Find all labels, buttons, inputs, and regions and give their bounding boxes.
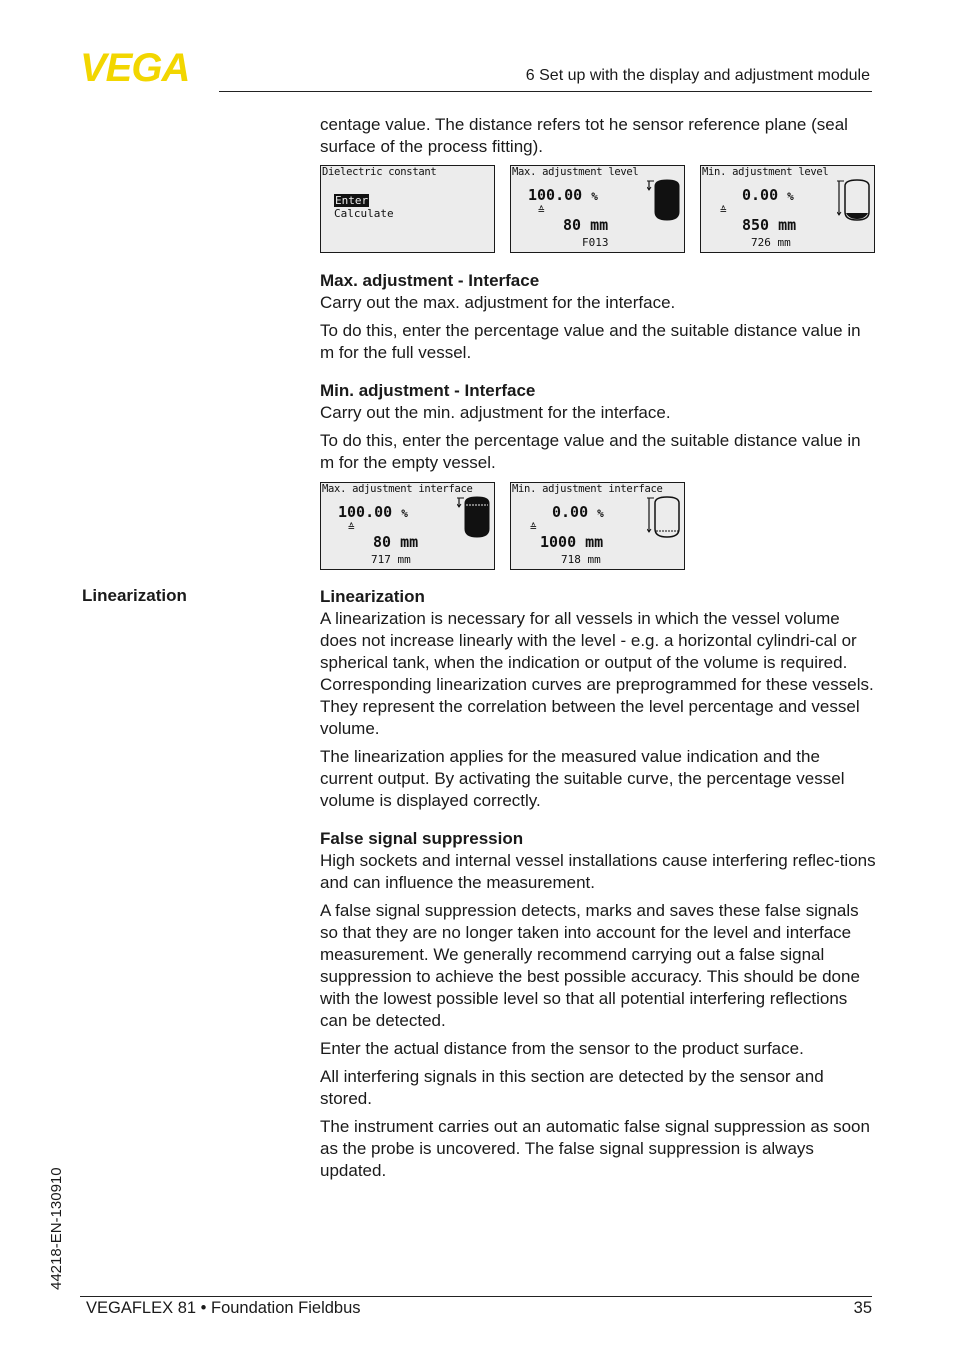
min-interface-line1: Carry out the min. adjustment for the interface. <box>320 403 671 422</box>
intro-text: centage value. The distance refers tot he sensor reference plane (seal surface of the process fitting). <box>320 115 848 156</box>
percent-value: 0.00 <box>742 186 779 204</box>
false-signal-heading: False signal suppression <box>320 829 524 848</box>
false-signal-para5: The instrument carries out an automatic false signal suppression as soon as the probe is uncovered. The false signal suppression is always updated. <box>320 1117 870 1180</box>
equivalence-icon: ≙ <box>348 521 355 534</box>
screen-title: Max. adjustment level <box>512 166 639 178</box>
min-interface-heading: Min. adjustment - Interface <box>320 381 536 400</box>
distance-value: 850 <box>742 216 770 234</box>
screen-min-adjustment-level: Min. adjustment level 0.00 % ≙ 850 mm 726 mm <box>700 165 875 253</box>
percent-value: 100.00 <box>528 186 583 204</box>
screen-title: Min. adjustment level <box>702 166 829 178</box>
vessel-empty-icon <box>837 178 873 222</box>
intro-block <box>320 114 876 158</box>
reading-value: 726 mm <box>751 236 791 249</box>
distance-value: 1000 <box>540 533 577 551</box>
percent-value: 0.00 <box>552 503 589 521</box>
false-signal-para2: A false signal suppression detects, marks and saves these false signals so that they are no longer taken into account for the level and interface measurement. We generally recommend carrying out a false signal suppression to achieve the best possible accuracy. This should be done with the lowest possible level so that all potential interfering reflections can be detected. <box>320 901 860 1030</box>
min-interface-line2: To do this, enter the percentage value and the suitable distance value in m for the empty vessel. <box>320 431 861 472</box>
section-title: 6 Set up with the display and adjustment module <box>525 67 870 84</box>
document-id: 44218-EN-130910 <box>48 1167 65 1290</box>
reading-value: F013 <box>582 236 609 249</box>
false-signal-para3: Enter the actual distance from the sensor to the product surface. <box>320 1039 804 1058</box>
max-interface-line1: Carry out the max. adjustment for the interface. <box>320 293 676 312</box>
screen-max-adjustment-interface: Max. adjustment interface 100.00 % ≙ 80 mm 717 mm <box>320 482 495 570</box>
reading-value: 717 mm <box>371 553 411 566</box>
false-signal-para1: High sockets and internal vessel installations cause interfering reflec-tions and can influence the measurement. <box>320 851 876 892</box>
linearization-para2: The linearization applies for the measured value indication and the current output. By activating the suitable curve, the percentage vessel volume is displayed correctly. <box>320 747 845 810</box>
vessel-interface-full-icon <box>457 495 493 539</box>
vega-logo <box>80 50 212 84</box>
page-number: 35 <box>853 1299 872 1317</box>
screen-title: Dielectric constant <box>322 166 437 178</box>
equivalence-icon: ≙ <box>720 204 727 217</box>
header-divider <box>219 91 872 92</box>
vessel-interface-empty-icon <box>647 495 683 539</box>
reading-value: 718 mm <box>561 553 601 566</box>
screen-max-adjustment-level: Max. adjustment level 100.00 % ≙ 80 mm F013 <box>510 165 685 253</box>
screen-title: Max. adjustment interface <box>322 483 473 495</box>
screen-min-adjustment-interface: Min. adjustment interface 0.00 % ≙ 1000 mm 718 mm <box>510 482 685 570</box>
option-enter: Enter <box>335 194 369 207</box>
logo-text: VEGA <box>80 50 190 84</box>
footer-product: VEGAFLEX 81 • Foundation Fieldbus <box>86 1299 361 1317</box>
linearization-heading: Linearization <box>320 587 425 606</box>
vessel-full-icon <box>647 178 683 222</box>
distance-value: 80 <box>373 533 392 551</box>
false-signal-para4: All interfering signals in this section are detected by the sensor and stored. <box>320 1067 824 1108</box>
max-interface-line2: To do this, enter the percentage value and the suitable distance value in m for the full vessel. <box>320 321 861 362</box>
screen-dielectric-constant <box>320 165 495 253</box>
linearization-para1: A linearization is necessary for all vessels in which the vessel volume does not increase linearly with the level - e.g. a horizontal cylindri-cal or spherical tank, when the indication or output of the volume is required. Corresponding linearization curves are preprogrammed for these vessels. They represent the correlation between the level percentage and vessel volume. <box>320 609 874 738</box>
distance-value: 80 <box>563 216 582 234</box>
option-calculate: Calculate <box>334 207 394 220</box>
percent-value: 100.00 <box>338 503 393 521</box>
linearization-block <box>320 586 876 1182</box>
equivalence-icon: ≙ <box>530 521 537 534</box>
max-interface-heading: Max. adjustment - Interface <box>320 271 540 290</box>
side-label-linearization: Linearization <box>82 586 187 605</box>
screen-title: Min. adjustment interface <box>512 483 663 495</box>
equivalence-icon: ≙ <box>538 204 545 217</box>
interface-adjustment-block <box>320 270 876 474</box>
footer-divider <box>80 1296 872 1297</box>
